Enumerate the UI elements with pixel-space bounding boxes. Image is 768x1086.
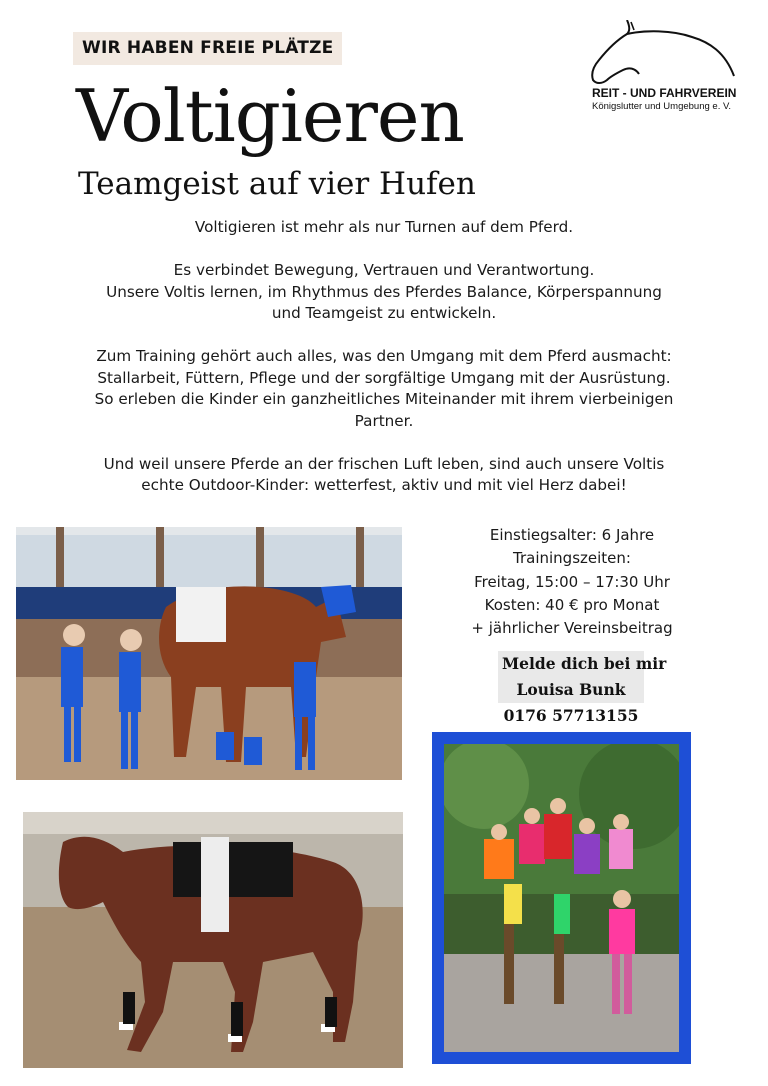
club-location: Königslutter und Umgebung e. V. (592, 101, 732, 112)
text-line: Voltigieren ist mehr als nur Turnen auf dem Pferd. (194, 218, 574, 236)
text-line: Unsere Voltis lernen, im Rhythmus des Pferdes Balance, Körperspannung (106, 282, 662, 301)
intro-text (60, 217, 708, 518)
group-photo (432, 732, 691, 1064)
club-name: REIT - UND FAHRVEREIN (592, 86, 737, 100)
contact-phone: 0176 57713155 (503, 706, 639, 725)
horse-photo (23, 812, 403, 1068)
text-line: Partner. (354, 411, 414, 430)
club-logo (583, 20, 743, 120)
membership-fee: + jährlicher Vereinsbeitrag (471, 619, 673, 638)
text-line: So erleben die Kinder ein ganzheitliches Miteinander mit ihrem vierbeinigen (94, 390, 674, 408)
horse-head-icon (587, 20, 737, 86)
page-subtitle: Teamgeist auf vier Hufen (78, 166, 476, 202)
text-line: echte Outdoor-Kinder: wetterfest, aktiv und mit viel Herz dabei! (141, 476, 627, 494)
group-photo-image (444, 744, 679, 1052)
page-title: Voltigieren (76, 74, 464, 158)
training-times: Freitag, 15:00 – 17:30 Uhr (474, 572, 670, 591)
contact-box (498, 651, 667, 729)
free-places-badge: WIR HABEN FREIE PLÄTZE (73, 32, 342, 65)
text-line: Und weil unsere Pferde an der frischen Luft leben, sind auch unsere Voltis (103, 454, 665, 473)
entry-age: Einstiegsalter: 6 Jahre (489, 526, 655, 544)
contact-name: Louisa Bunk (498, 677, 644, 703)
text-line: Es verbindet Bewegung, Vertrauen und Verantwortung. (173, 261, 595, 279)
vaulting-horse-photo (16, 527, 402, 780)
paragraph (60, 454, 708, 497)
text-line: Zum Training gehört auch alles, was den Umgang mit dem Pferd ausmacht: (96, 347, 672, 365)
text-line: und Teamgeist zu entwickeln. (271, 304, 497, 322)
cost: Kosten: 40 € pro Monat (484, 595, 660, 614)
text-line: Stallarbeit, Füttern, Pflege und der sorgfältige Umgang mit der Ausrüstung. (97, 368, 671, 387)
paragraph (60, 217, 708, 239)
paragraph (60, 346, 708, 432)
contact-line-1: Melde dich bei mir (498, 651, 644, 677)
paragraph (60, 260, 708, 325)
training-times-label: Trainingszeiten: (513, 549, 631, 568)
training-info (452, 524, 692, 640)
